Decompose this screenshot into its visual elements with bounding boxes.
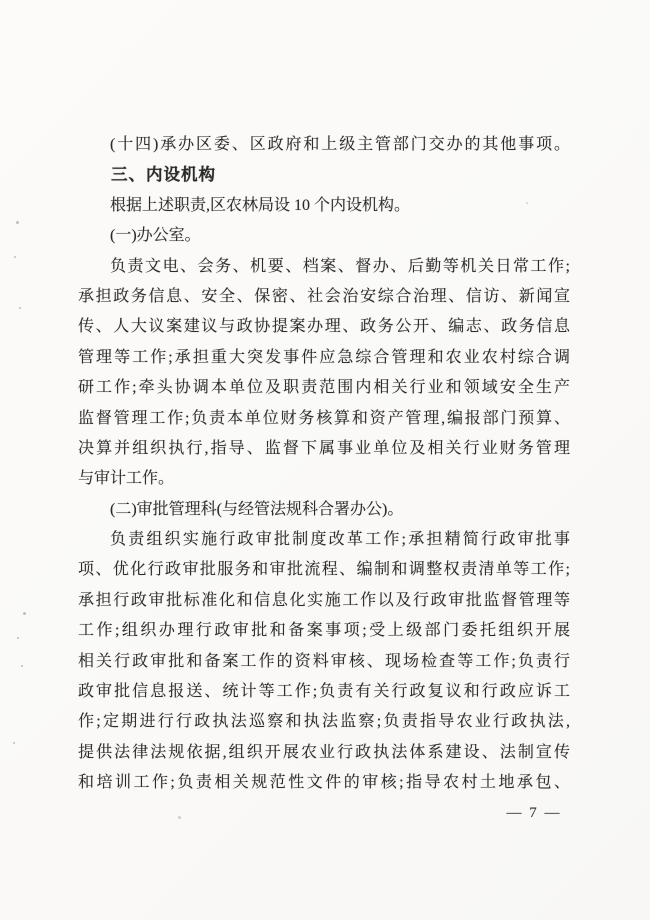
scan-speck [13,742,15,744]
document-line: 研工作;牵头协调本单位及职责范围内相关行业和领域安全生产 [78,379,570,397]
scan-speck [14,256,16,258]
document-line: 相关行政审批和备案工作的资料审核、现场检查等工作;负责行 [78,652,570,670]
document-line: 作;定期进行行政执法巡察和执法监察;负责指导农业行政执法, [78,713,570,731]
scan-speck [16,221,19,224]
document-line: 决算并组织执行,指导、监督下属事业单位及相关行业财务管理 [78,439,570,457]
document-line: 承担政务信息、安全、保密、社会治安综合治理、信访、新闻宣 [78,287,570,305]
document-line: 政审批信息报送、统计等工作;负责有关行政复议和行政应诉工 [78,683,570,701]
scan-speck [17,637,19,639]
document-line: 三、内设机构 [111,166,216,185]
document-line: 负责组织实施行政审批制度改革工作;承担精简行政审批事 [110,531,570,549]
scan-speck [23,612,26,615]
document-line: 监督管理工作;负责本单位财务核算和资产管理,编报部门预算、 [78,409,570,427]
document-line: 根据上述职责,区农林局设 10 个内设机构。 [110,196,411,214]
scan-speck [526,202,528,204]
document-text [78,130,570,799]
scan-speck [21,665,23,667]
section-heading [78,160,570,190]
document-line: 项、优化行政审批服务和审批流程、编制和调整权责清单等工作; [78,561,570,579]
paragraph [78,221,570,251]
document-line: 提供法律法规依据,组织开展农业行政执法体系建设、法制宣传 [78,743,570,761]
paragraph [78,252,570,495]
paragraph [78,130,570,160]
scan-speck [178,816,181,819]
paragraph [78,525,570,799]
document-line: (二)审批管理科(与经管法规科合署办公)。 [110,500,404,518]
paragraph [78,191,570,221]
scan-speck [19,307,21,309]
document-line: 和培训工作;负责相关规范性文件的审核;指导农村土地承包、 [78,774,570,792]
document-line: 工作;组织办理行政审批和备案事项;受上级部门委托组织开展 [78,622,570,640]
paragraph [78,495,570,525]
document-line: 负责文电、会务、机要、档案、督办、后勤等机关日常工作; [110,257,570,275]
document-line: (十四)承办区委、区政府和上级主管部门交办的其他事项。 [110,136,570,153]
document-line: (一)办公室。 [110,227,201,245]
document-line: 管理等工作;承担重大突发事件应急综合管理和农业农村综合调 [78,348,570,366]
page-number: — 7 — [506,805,562,821]
document-line: 与审计工作。 [78,470,175,488]
document-line: 承担行政审批标准化和信息化实施工作以及行政审批监督管理等 [78,591,570,609]
document-line: 传、人大议案建议与政协提案办理、政务公开、编志、政务信息 [78,318,570,336]
